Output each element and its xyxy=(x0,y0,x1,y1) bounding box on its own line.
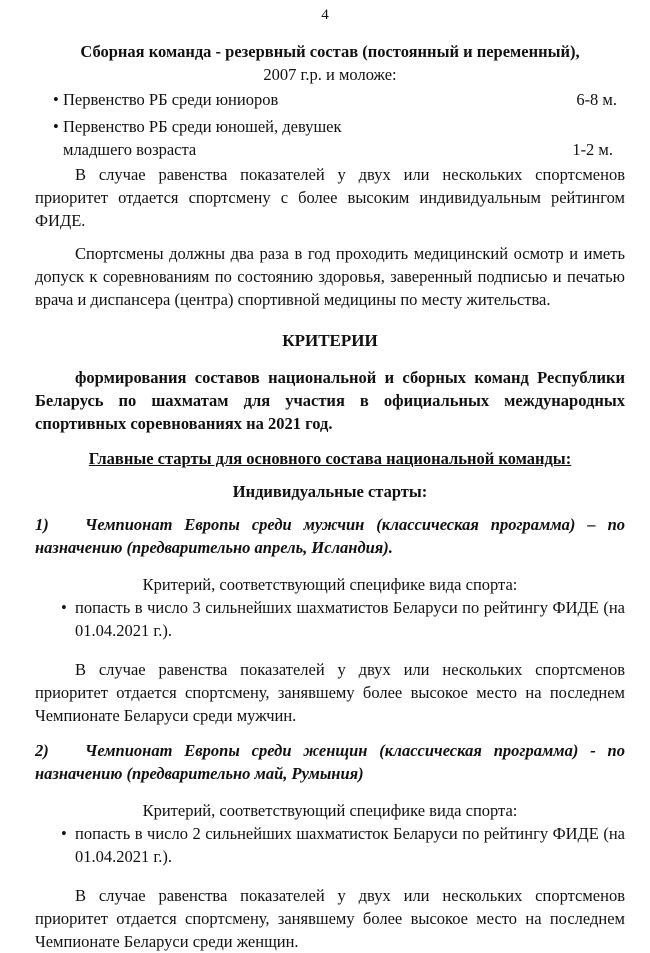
event-title-text: Чемпионат Европы среди мужчин (классическая программа) – по назначению (предварительно апрель, Исландия). xyxy=(35,515,625,557)
reserve-item-label: Первенство РБ среди юношей, девушек xyxy=(63,117,342,136)
criterion-item xyxy=(35,596,625,642)
list-item xyxy=(35,115,625,161)
bullet-icon: • xyxy=(61,824,67,843)
page-number: 4 xyxy=(321,7,329,23)
criterion-text: попасть в число 3 сильнейших шахматистов Беларуси по рейтингу ФИДЕ (на 01.04.2021 г.). xyxy=(75,598,625,640)
reserve-tie-rule: В случае равенства показателей у двух или нескольких спортсменов приоритет отдается спортсмену с более высоким индивидуальным рейтингом ФИДЕ. xyxy=(35,165,625,230)
event-tie-rule: В случае равенства показателей у двух или нескольких спортсменов приоритет отдается спортсмену, занявшему более высокое место на последнем Чемпионате Беларуси среди мужчин. xyxy=(35,660,625,725)
criterion-label: Критерий, соответствующий специфике вида спорта: xyxy=(142,801,518,820)
individual-starts-heading: Индивидуальные старты: xyxy=(232,482,428,501)
criterion-text: попасть в число 2 сильнейших шахматисток Беларуси по рейтингу ФИДЕ (на 01.04.2021 г.). xyxy=(75,824,625,866)
bullet-icon: • xyxy=(61,598,67,617)
reserve-item-place: 6-8 м. xyxy=(576,90,617,109)
event-tie-rule: В случае равенства показателей у двух или нескольких спортсменов приоритет отдается спортсмену, занявшему более высокое место на последнем Чемпионате Беларуси среди женщин. xyxy=(35,886,625,951)
main-starts-heading: Главные старты для основного состава национальной команды: xyxy=(88,449,572,468)
list-item xyxy=(35,88,625,111)
criterion-label: Критерий, соответствующий специфике вида спорта: xyxy=(142,575,518,594)
event-number: 2) xyxy=(35,741,49,760)
criterion-item xyxy=(35,822,625,868)
criteria-title: КРИТЕРИИ xyxy=(282,331,378,350)
event-title xyxy=(35,513,625,559)
reserve-item-label: Первенство РБ среди юниоров xyxy=(63,90,279,109)
event-title-text: Чемпионат Европы среди женщин (классическая программа) - по назначению (предварительно май, Румыния) xyxy=(35,741,625,783)
document-body xyxy=(35,40,625,953)
reserve-subtitle: 2007 г.р. и моложе: xyxy=(263,65,397,84)
criteria-subtitle: формирования составов национальной и сборных команд Республики Беларусь по шахматам для участия в официальных международных спортивных соревнованиях на 2021 год. xyxy=(35,368,625,433)
bullet-icon: • xyxy=(53,90,59,109)
reserve-title: Сборная команда - резервный состав (постоянный и переменный), xyxy=(80,42,580,61)
reserve-list xyxy=(35,88,625,161)
reserve-item-label-cont: младшего возраста xyxy=(63,140,197,159)
reserve-item-place: 1-2 м. xyxy=(572,140,613,159)
medical-paragraph: Спортсмены должны два раза в год проходить медицинский осмотр и иметь допуск к соревнованиям по состоянию здоровья, заверенный подписью и печатью врача и диспансера (центра) спортивной медицины по месту жительства. xyxy=(35,244,625,309)
event-title xyxy=(35,739,625,785)
event-number: 1) xyxy=(35,515,49,534)
bullet-icon: • xyxy=(53,117,59,136)
